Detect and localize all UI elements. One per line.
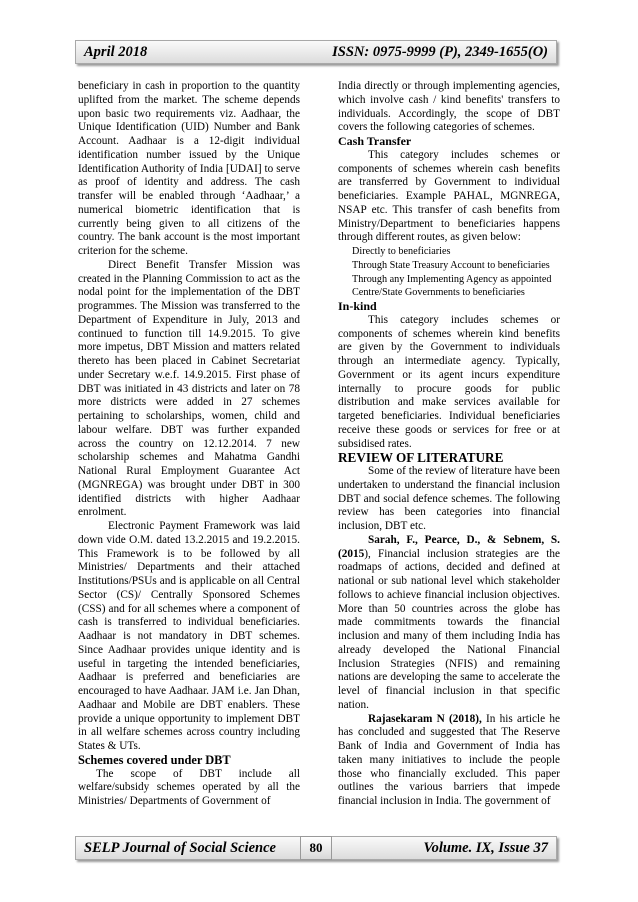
paragraph: The scope of DBT include all welfare/subsidy schemes operated by all the Ministries/ Departments of Government of [78,767,300,807]
citation-author: Rajasekaram N (2018), [368,712,482,725]
list-item: Through State Treasury Account to beneficiaries [352,259,550,271]
section-heading: In-kind [338,299,377,313]
section-heading: Cash Transfer [338,134,412,148]
page-header [75,40,557,64]
paragraph: Direct Benefit Transfer Mission was created in the Planning Commission to act as the nodal point for the implementation of the DBT programmes. The Mission was transferred to the Department of Expenditure in July, 2013 and continued to function till 14.9.2015. To give more impetus, DBT Mission and matters related thereto has been placed in Cabinet Secretariat under Secretary w.e.f. 14.9.2015. First phase of DBT was initiated in 43 districts and later on 78 more districts were added in 27 schemes pertaining to scholarships, women, child and labour welfare. DBT was further expanded across the country on 12.12.2014. 7 new scholarship schemes and Mahatma Gandhi National Rural Employment Guarantee Act (MGNREGA) was brought under DBT in 300 identified districts with higher Aadhaar enrolment. [78,258,300,519]
paragraph: This category includes schemes or components of schemes wherein cash benefits are transferred by Government to individual beneficiaries. Example PAHAL, MGNREGA, NSAP etc. This transfer of cash benefits from Ministry/Department to beneficiaries happens through different routes, as given below: [338,148,560,244]
paragraph [338,534,560,713]
paragraph: Some of the review of literature have been undertaken to understand the financial inclusion DBT and social defence schemes. The following review has been categories into financial inclusion, DBT etc. [338,465,560,532]
citation-text: In his article he has concluded and suggested that The Reserve Bank of India and Government of India has taken many initiatives to include the people those who financially excluded. This paper outlines the various barriers that impede financial inclusion in India. The government of [338,712,560,807]
header-date: April 2018 [84,43,148,60]
citation-text: ), Financial inclusion strategies are the roadmaps of actions, decided and defined at national or sub national level which stakeholder follows to achieve financial inclusion objectives. More than 50 countries across the globe has made commitments towards the financial inclusion and many of them including India has already developed the National Financial Inclusion Strategies (NFIS) and remaining nations are developing the same to accelerate the level of financial inclusion in that specific nation. [338,547,560,711]
right-column [338,80,560,809]
page-footer [75,836,557,860]
list-item: Directly to beneficiaries [352,246,451,257]
paragraph: This category includes schemes or components of schemes wherein kind benefits are given by the Government to individuals through an intermediate agency. Typically, Government or its agent incurs expenditure internally to procure goods for public distribution and make services available for targeted beneficiaries. Individual beneficiaries receive these goods or services for free or at subsidised rates. [338,313,560,450]
list-item: Centre/State Governments to beneficiaries [352,287,525,299]
paragraph: Electronic Payment Framework was laid down vide O.M. dated 13.2.2015 and 19.2.2015. This Framework is to be followed by all Ministries/ Departments and their attached Institutions/PSUs and is applicable on all Central Sector (CS)/ Centrally Sponsored Schemes (CSS) and for all schemes where a component of cash is transferred to individual beneficiaries. Aadhaar is not mandatory in DBT schemes. Since Aadhaar provides unique identity and is useful in targeting the intended beneficiaries, Aadhaar is preferred and beneficiaries are encouraged to have Aadhaar. JAM i.e. Jan Dhan, Aadhaar and Mobile are DBT enablers. These provide a unique opportunity to implement DBT in all welfare schemes across country including States & UTs. [78,520,300,752]
header-issn: ISSN: 0975-9999 (P), 2349-1655(O) [332,43,548,60]
list-item: Through any Implementing Agency as appointed [352,273,552,285]
section-heading: Schemes covered under DBT [78,752,231,767]
footer-journal: SELP Journal of Social Science [84,839,276,856]
paragraph: beneficiary in cash in proportion to the quantity uplifted from the market. The scheme depends upon basic two requirements viz. Aadhaar, the Unique Identification (UID) Number and Bank Account. Aadhaar is a 12-digit individual identification number issued by the Unique Identification Authority of India [UDAI] to serve as proof of identity and address. The cash transfer will be enabled through ‘Aadhaar,’ a numerical biometric identification that is currently being given to all citizens of the country. The bank account is the most important criterion for the scheme. [78,80,300,257]
page-number: 80 [300,836,332,860]
section-heading: REVIEW OF LITERATURE [338,450,504,466]
left-column [78,80,300,809]
route-list [338,245,560,300]
paragraph [338,713,560,809]
footer-volume: Volume. IX, Issue 37 [423,839,548,856]
paragraph: India directly or through implementing agencies, which involve cash / kind benefits' transfers to individuals. Accordingly, the scope of DBT covers the following categories of schemes. [338,80,560,134]
citation-author: Sarah, F., Pearce, D., & Sebnem, S. (2015 [338,533,560,560]
